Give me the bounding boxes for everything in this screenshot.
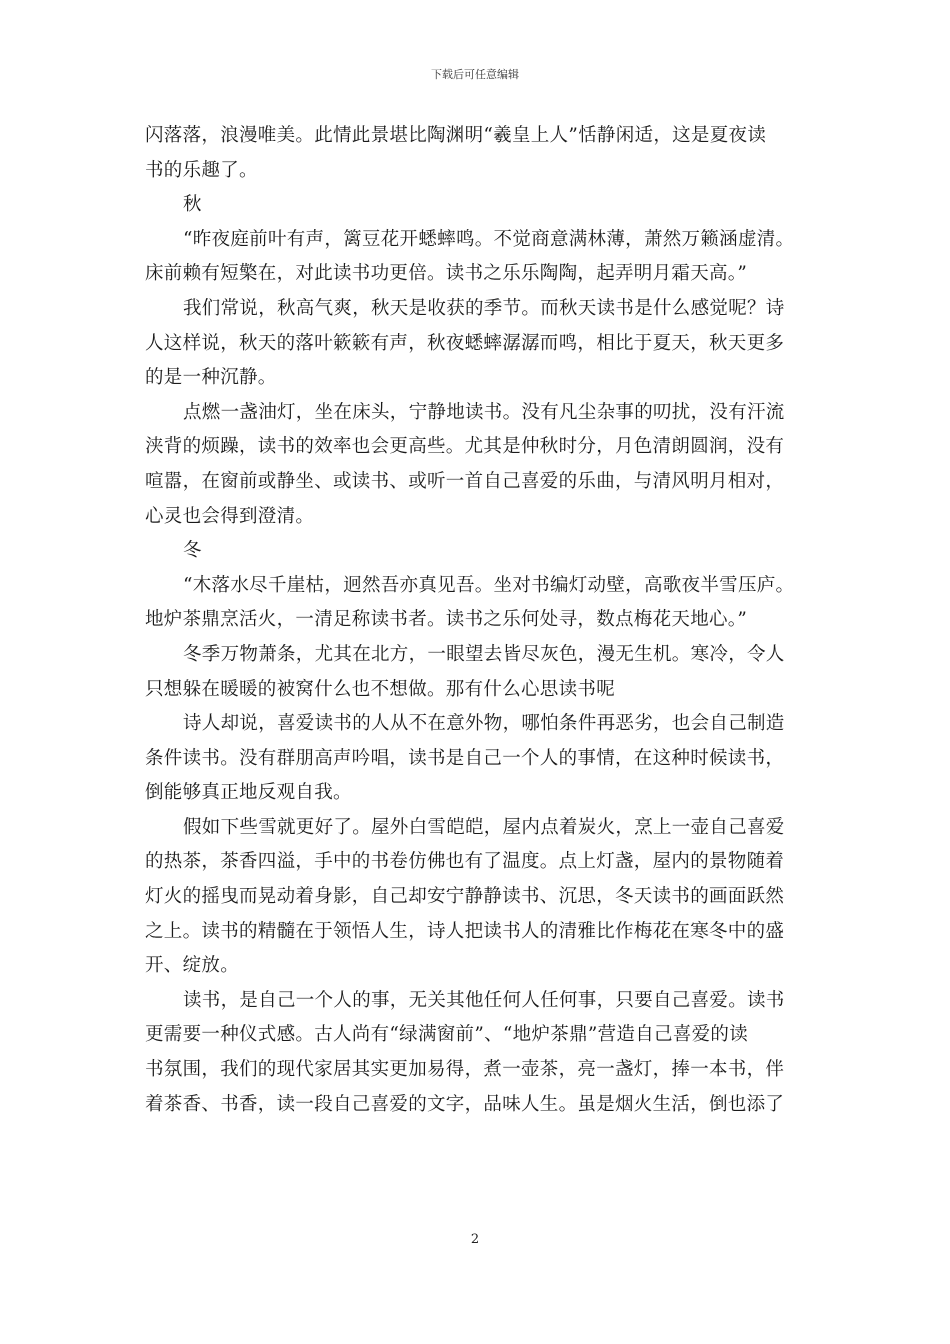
text-line: 假如下些雪就更好了。屋外白雪皑皑，屋内点着炭火，烹上一壶自己喜爱	[183, 816, 785, 838]
text-line: 之上。读书的精髓在于领悟人生，诗人把读书人的清雅比作梅花在寒冬中的盛	[145, 920, 785, 942]
text-line: 浃背的烦躁，读书的效率也会更高些。尤其是仲秋时分，月色清朗圆润，没有	[145, 436, 785, 458]
text-line: 只想躲在暖暖的被窝什么也不想做。那有什么心思读书呢	[145, 678, 616, 700]
text-line: 更需要一种仪式感。古人尚有“绿满窗前”、“地炉茶鼎”营造自己喜爱的读	[145, 1024, 749, 1046]
text-line: 的热茶，茶香四溢，手中的书卷仿佛也有了温度。点上灯盏，屋内的景物随着	[145, 851, 785, 873]
text-line: 读书，是自己一个人的事，无关其他任何人任何事，只要自己喜爱。读书	[183, 989, 785, 1011]
text-line: 的是一种沉静。	[145, 367, 277, 389]
text-line: “木落水尽千崖枯，迥然吾亦真见吾。坐对书编灯动壁，高歌夜半雪压庐。	[183, 574, 795, 596]
text-line: 人这样说，秋天的落叶簌簌有声，秋夜蟋蟀潺潺而鸣，相比于夏天，秋天更多	[145, 332, 785, 354]
text-line: “昨夜庭前叶有声，篱豆花开蟋蟀鸣。不觉商意满林薄，萧然万籁涵虚清。	[183, 228, 795, 250]
page-number: 2	[470, 1232, 480, 1247]
text-line: 地炉茶鼎烹活火，一清足称读书者。读书之乐何处寻，数点梅花天地心。”	[145, 609, 748, 631]
text-line: 闪落落，浪漫唯美。此情此景堪比陶渊明“羲皇上人”恬静闲适，这是夏夜读	[145, 125, 767, 146]
text-line: 倒能够真正地反观自我。	[145, 782, 352, 804]
text-line: 喧嚣，在窗前或静坐、或读书、或听一首自己喜爱的乐曲，与清风明月相对，	[145, 470, 785, 492]
text-line: 冬	[183, 540, 202, 562]
text-line: 心灵也会得到澄清。	[145, 505, 315, 527]
text-line: 条件读书。没有群朋高声吟唱，读书是自己一个人的事情，在这种时候读书，	[145, 747, 785, 769]
text-line: 秋	[183, 194, 202, 216]
page-header: 下载后可任意编辑	[431, 68, 519, 81]
text-line: 冬季万物萧条，尤其在北方，一眼望去皆尽灰色，漫无生机。寒冷，令人	[183, 643, 785, 665]
text-line: 灯火的摇曳而晃动着身影，自己却安宁静静读书、沉思，冬天读书的画面跃然	[145, 886, 785, 908]
text-line: 开、绽放。	[145, 955, 240, 977]
document-body	[145, 119, 815, 1122]
text-line: 着茶香、书香，读一段自己喜爱的文字，品味人生。虽是烟火生活，倒也添了	[145, 1093, 785, 1115]
text-line: 书的乐趣了。	[145, 159, 258, 181]
text-line: 书氛围，我们的现代家居其实更加易得，煮一壶茶，亮一盏灯，捧一本书，伴	[145, 1059, 785, 1081]
text-line: 点燃一盏油灯，坐在床头，宁静地读书。没有凡尘杂事的叨扰，没有汗流	[183, 401, 785, 423]
text-line: 我们常说，秋高气爽，秋天是收获的季节。而秋天读书是什么感觉呢？诗	[183, 297, 785, 319]
text-line: 诗人却说，喜爱读书的人从不在意外物，哪怕条件再恶劣，也会自己制造	[183, 713, 785, 735]
text-line: 床前赖有短檠在，对此读书功更倍。读书之乐乐陶陶，起弄明月霜天高。”	[145, 263, 748, 285]
